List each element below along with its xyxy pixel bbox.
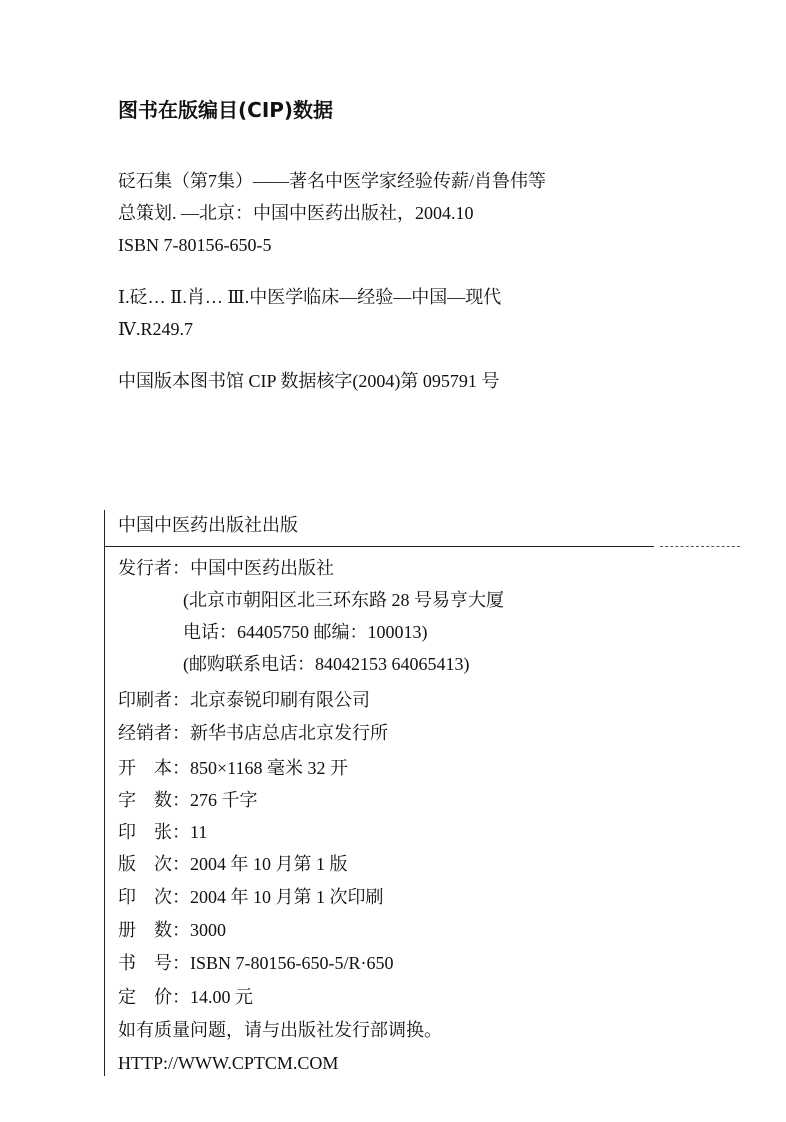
cip-isbn: ISBN 7-80156-650-5 (118, 235, 272, 255)
address-line: (邮购联系电话：84042153 64065413) (183, 654, 470, 674)
cip-heading: 图书在版编目(CIP)数据 (118, 98, 334, 122)
distributor: 发行者：中国中医药出版社 (118, 558, 334, 578)
address-line: 电话：64405750 邮编：100013) (183, 622, 428, 642)
format: 开 本：850×1168 毫米 32 开 (118, 758, 348, 778)
cip-record-number: 中国版本图书馆 CIP 数据核字(2004)第 095791 号 (118, 371, 500, 391)
seller: 经销者：新华书店总店北京发行所 (118, 723, 388, 743)
cip-classification: Ⅳ.R249.7 (118, 319, 193, 339)
divider-rule-dashed (660, 546, 740, 548)
cip-publication-line: 总策划. —北京：中国中医药出版社，2004.10 (118, 203, 474, 223)
divider-rule (104, 546, 654, 547)
printed-sheets: 印 张：11 (118, 822, 208, 842)
address-line: (北京市朝阳区北三环东路 28 号易亨大厦 (183, 590, 504, 610)
print-run: 册 数：3000 (118, 920, 226, 940)
cip-subjects: Ⅰ.砭… Ⅱ.肖… Ⅲ.中医学临床—经验—中国—现代 (118, 287, 502, 307)
edition: 版 次：2004 年 10 月第 1 版 (118, 854, 348, 874)
website-url: HTTP://WWW.CPTCM.COM (118, 1053, 339, 1073)
quality-notice: 如有质量问题，请与出版社发行部调换。 (118, 1020, 442, 1040)
printer: 印刷者：北京泰锐印刷有限公司 (118, 690, 370, 710)
printing: 印 次：2004 年 10 月第 1 次印刷 (118, 887, 384, 907)
publisher-line: 中国中医药出版社出版 (118, 515, 298, 535)
left-border-line (104, 510, 105, 1076)
word-count: 字 数：276 千字 (118, 790, 258, 810)
book-number: 书 号：ISBN 7-80156-650-5/R·650 (118, 953, 394, 973)
price: 定 价：14.00 元 (118, 987, 253, 1007)
cip-title-line: 砭石集（第7集）——著名中医学家经验传薪/肖鲁伟等 (118, 171, 546, 191)
